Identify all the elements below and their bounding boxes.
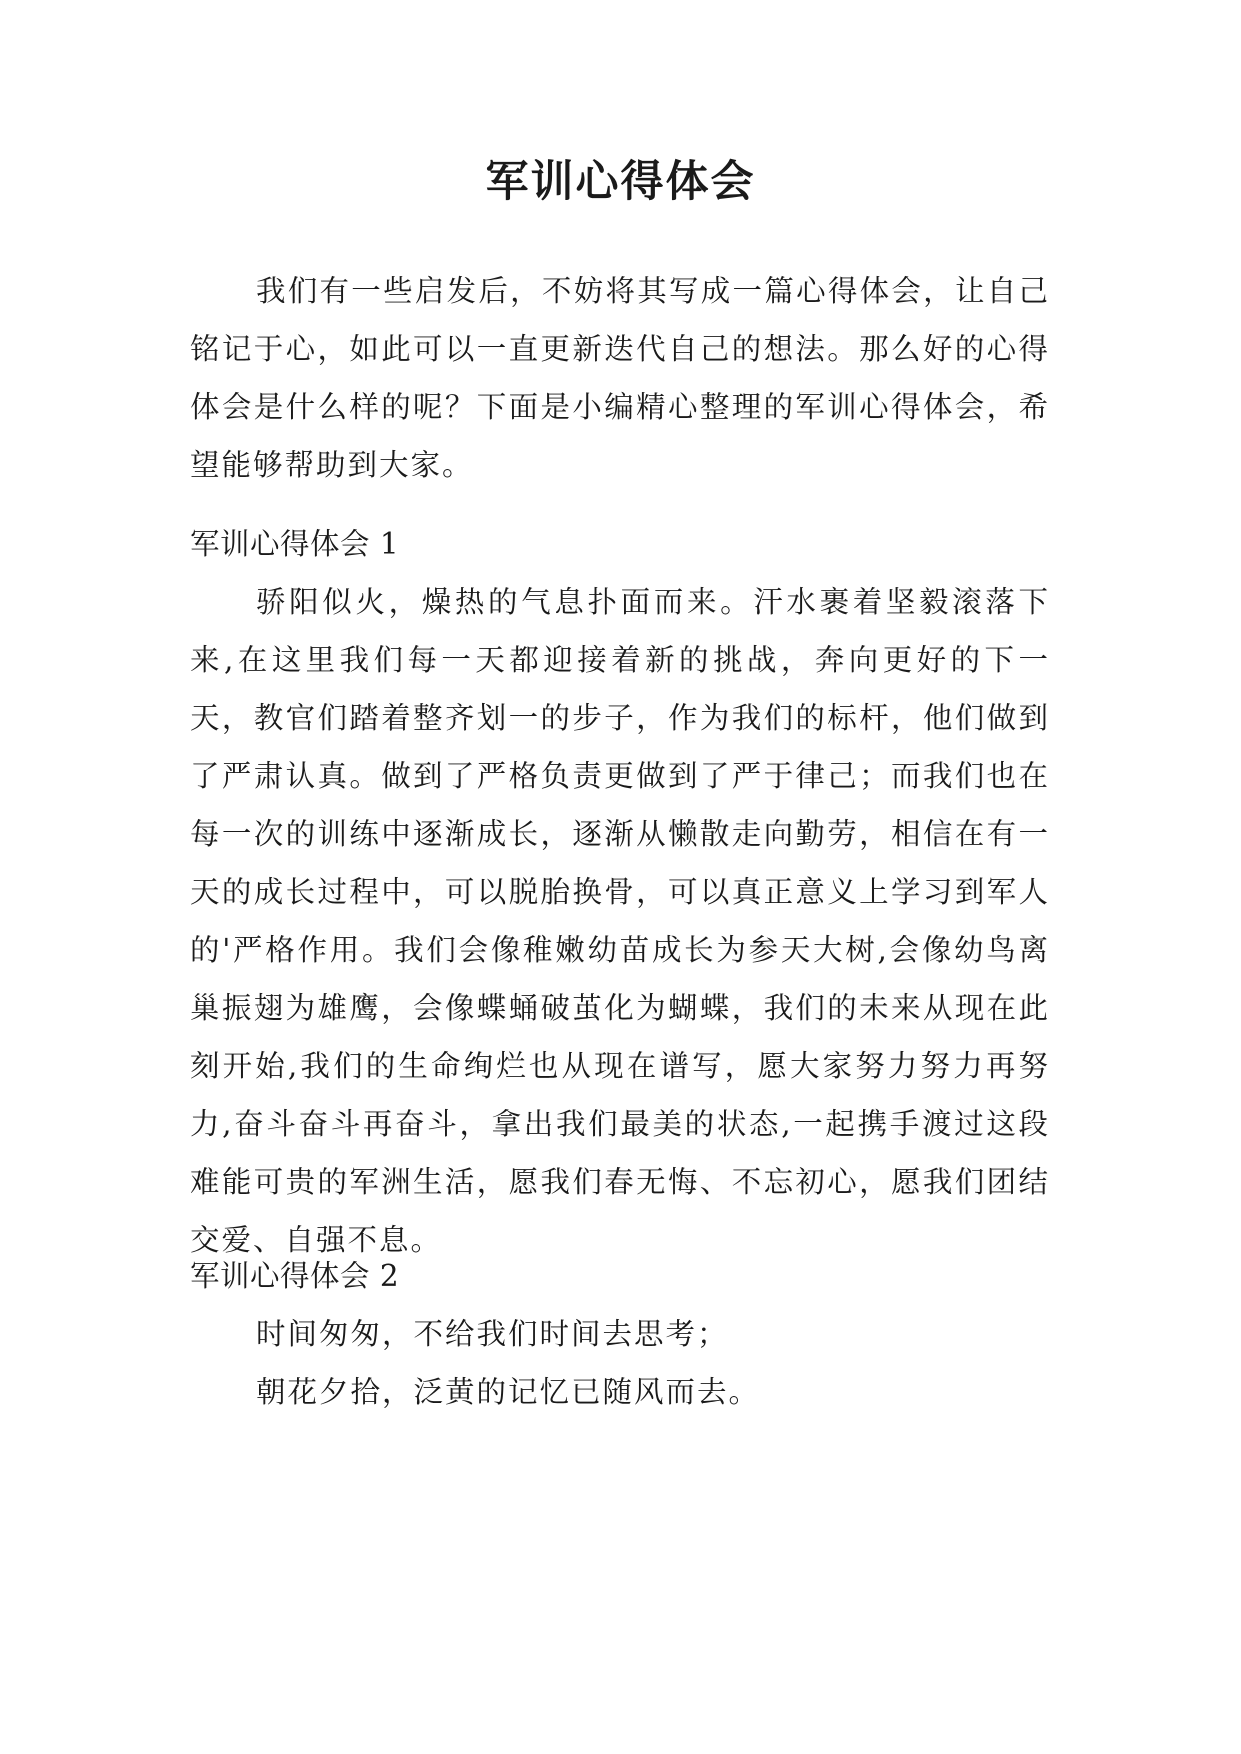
intro-paragraph: 我们有一些启发后，不妨将其写成一篇心得体会，让自己铭记于心，如此可以一直更新迭代自己的想法。那么好的心得体会是什么样的呢？下面是小编精心整理的军训心得体会，希望能够帮助到大家。 <box>190 274 1050 482</box>
section-2-line-2: 朝花夕拾，泛黄的记忆已随风而去。 <box>256 1375 761 1409</box>
section-1-heading: 军训心得体会 1 <box>190 527 400 561</box>
document-title: 军训心得体会 <box>485 157 756 207</box>
section-1-paragraph: 骄阳似火，燥热的气息扑面而来。汗水裹着坚毅滚落下来,在这里我们每一天都迎接着新的挑战，奔向更好的下一天，教官们踏着整齐划一的步子，作为我们的标杆，他们做到了严肃认真。做到了严格负责更做到了严于律己；而我们也在每一次的训练中逐渐成长，逐渐从懒散走向勤劳，相信在有一天的成长过程中，可以脱胎换骨，可以真正意义上学习到军人的'严格作用。我们会像稚嫩幼苗成长为参天大树,会像幼鸟离巢振翅为雄鹰，会像蝶蛹破茧化为蝴蝶，我们的未来从现在此刻开始,我们的生命绚烂也从现在谱写，愿大家努力努力再努力,奋斗奋斗再奋斗，拿出我们最美的状态,一起携手渡过这段难能可贵的军洲生活，愿我们春无悔、不忘初心，愿我们团结交爱、自强不息。 <box>190 585 1050 1257</box>
section-2-line-1: 时间匆匆，不给我们时间去思考； <box>256 1317 729 1351</box>
section-2-heading: 军训心得体会 2 <box>190 1259 400 1293</box>
